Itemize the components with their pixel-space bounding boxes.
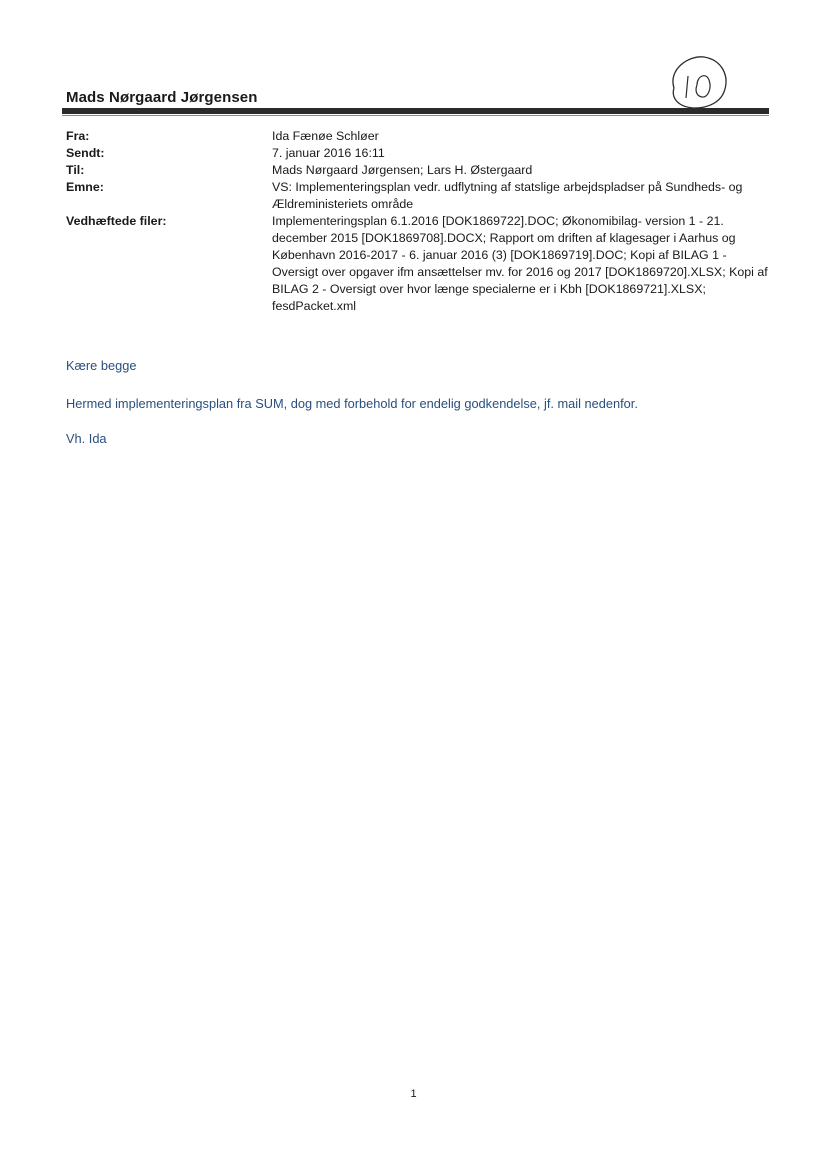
attachments-value: Implementeringsplan 6.1.2016 [DOK1869722].DOC; Økonomibilag- version 1 - 21. december 2015 [DOK1869708].DOCX; Rapport om driften af klagesager i Aarhus og København 2016-2017 - 6. januar 2016 (3) [DOK1869719].DOC; Kopi af BILAG 1 - Oversigt over opgaver ifm ansættelser mv. for 2016 og 2017 [DOK1869720].XLSX; Kopi af BILAG 2 - Oversigt over hvor længe specialerne er i Kbh [DOK1869721].XLSX; fesdPacket.xml	[272, 214, 768, 313]
attachments-label: Vedhæftede filer:	[66, 214, 167, 228]
email-greeting: Kære begge	[66, 358, 137, 373]
to-row	[66, 162, 771, 179]
header-rule-fine	[62, 115, 769, 116]
page-number: 1	[410, 1088, 417, 1100]
subject-value: VS: Implementeringsplan vedr. udflytning af statslige arbejdspladser på Sundheds- og Ældreministeriets område	[272, 180, 743, 211]
to-value: Mads Nørgaard Jørgensen; Lars H. Østergaard	[272, 163, 533, 177]
to-label: Til:	[66, 163, 85, 177]
from-row	[66, 128, 771, 145]
subject-row	[66, 179, 771, 213]
from-label: Fra:	[66, 129, 90, 143]
handwritten-number-mark	[660, 52, 732, 114]
attachments-row	[66, 213, 771, 315]
from-value: Ida Fænøe Schløer	[272, 129, 379, 143]
email-message: Hermed implementeringsplan fra SUM, dog med forbehold for endelig godkendelse, jf. mail nedenfor.	[66, 396, 638, 411]
sent-row	[66, 145, 771, 162]
subject-label: Emne:	[66, 180, 104, 194]
email-header-table	[66, 128, 771, 315]
email-signoff: Vh. Ida	[66, 431, 107, 446]
sent-label: Sendt:	[66, 146, 105, 160]
page-owner-name: Mads Nørgaard Jørgensen	[66, 89, 258, 106]
sent-value: 7. januar 2016 16:11	[272, 146, 385, 160]
